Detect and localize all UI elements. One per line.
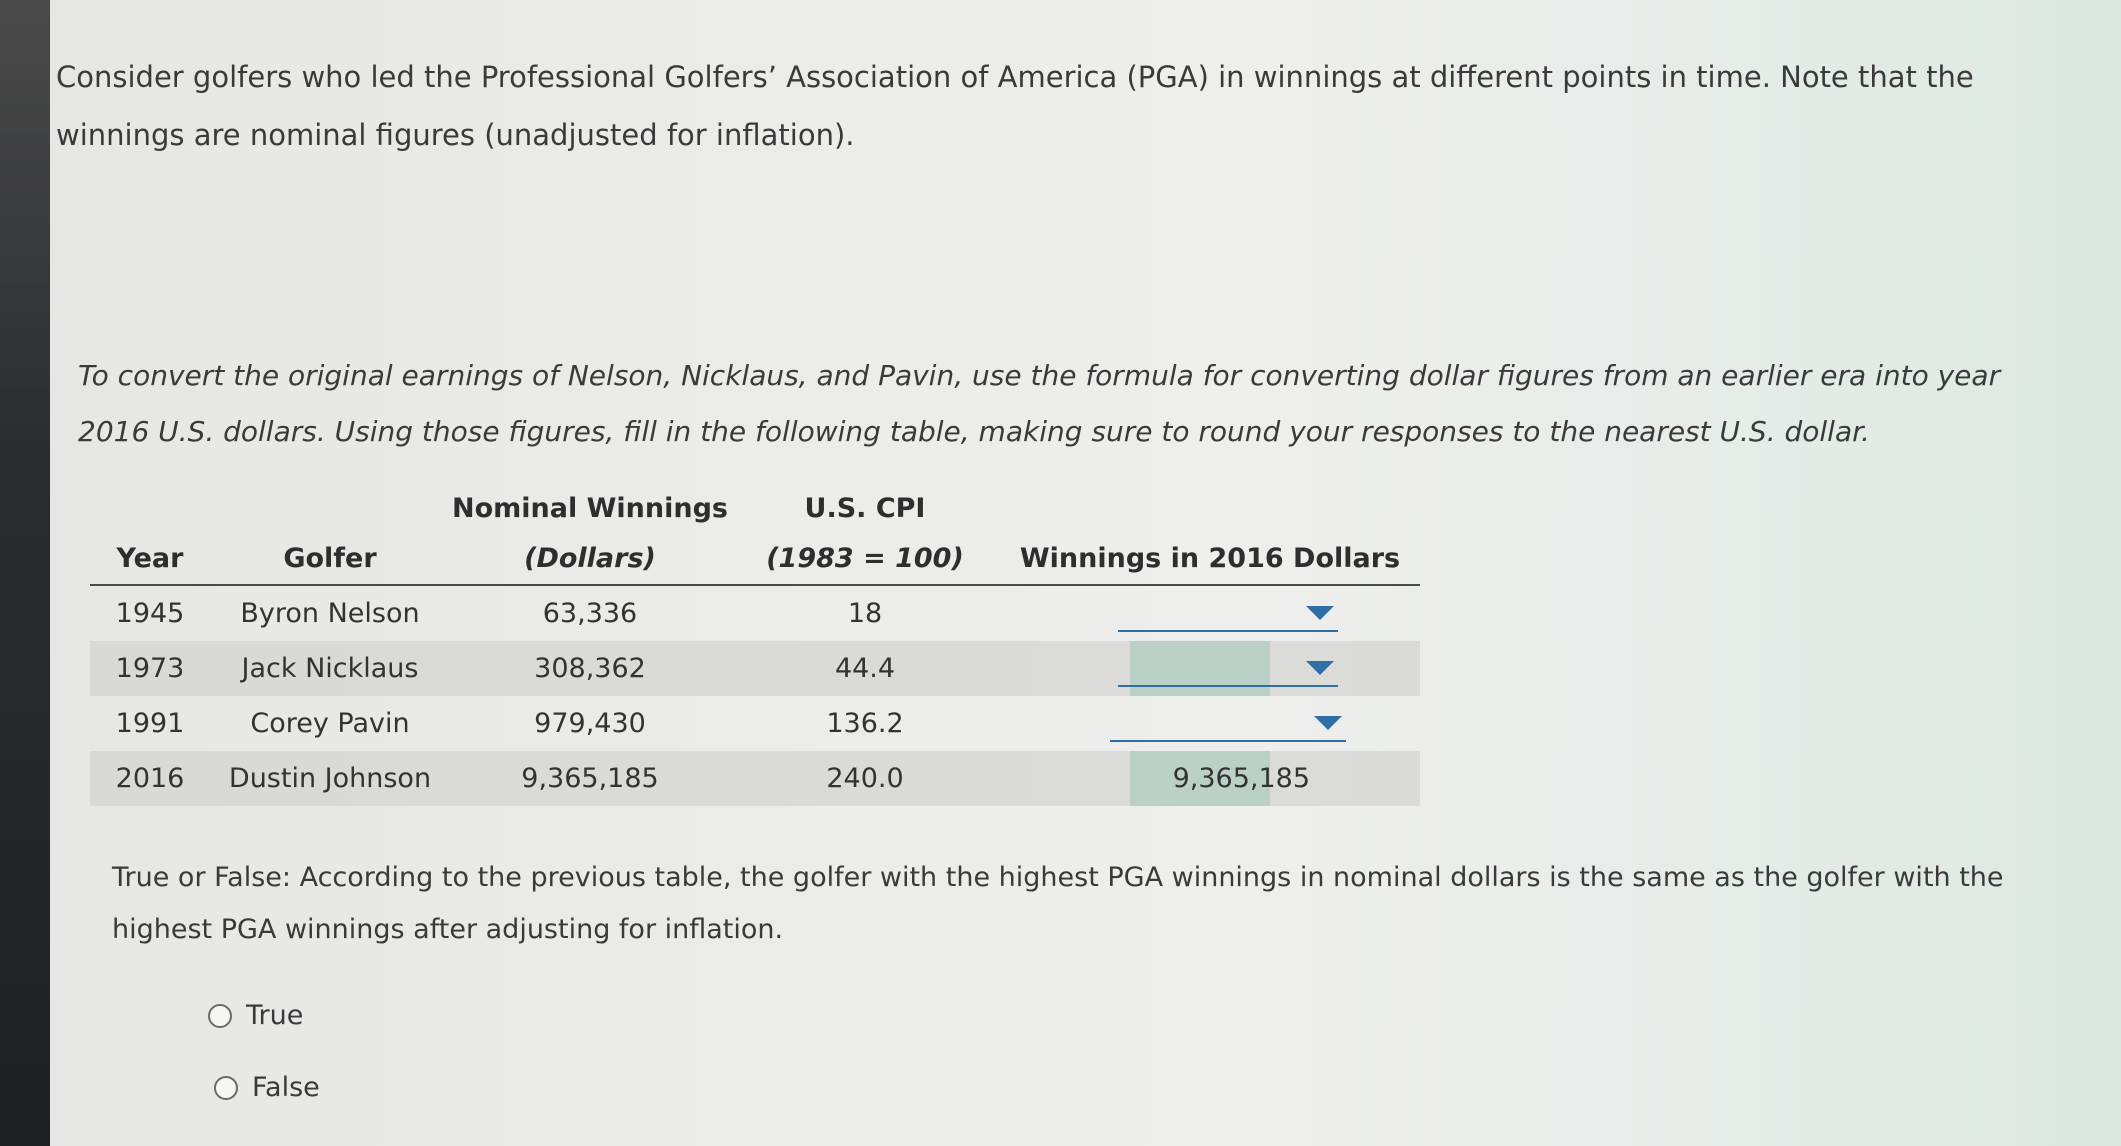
row-year: 1973 [115,653,185,684]
row-nominal: 979,430 [534,708,646,739]
chevron-down-icon [1306,661,1334,675]
row-year: 2016 [115,763,185,794]
row-golfer: Byron Nelson [240,598,420,629]
chevron-down-icon [1306,606,1334,620]
header-us-cpi: U.S. CPI [804,492,926,524]
row-cpi: 44.4 [834,653,896,684]
row-year: 1945 [115,598,185,629]
option-true-label: True [246,1000,304,1031]
row-cpi: 136.2 [826,708,904,739]
golfer-winnings-table [90,484,1420,806]
row-golfer: Dustin Johnson [228,763,432,794]
option-false[interactable] [214,1072,320,1103]
option-true[interactable] [208,1000,303,1031]
header-winnings-2016: Winnings in 2016 Dollars [1019,542,1401,574]
true-false-question: True or False: According to the previous table, the golfer with the highest PGA winnings in nominal dollars is the same as the golfer with the highest PGA winnings after adjusting for inflation. [112,862,2004,945]
radio-false[interactable] [214,1076,238,1100]
row-golfer: Corey Pavin [250,708,410,739]
winnings-2016-cell [1000,696,1420,751]
table-header-row-2 [90,532,1420,586]
table-header-row-1 [90,484,1420,532]
radio-true[interactable] [208,1004,232,1028]
row-nominal: 308,362 [534,653,646,684]
nicklaus-winnings-dropdown[interactable] [1118,655,1338,687]
winnings-2016-cell [1000,641,1420,696]
intro-paragraph: Consider golfers who led the Professional Golfers’ Association of America (PGA) in winnings at different points in time. Note that the winnings are nominal figures (unadjusted for inflation). [56,60,1974,152]
row-nominal: 63,336 [542,598,638,629]
header-dollars: (Dollars) [524,542,656,574]
screen-bezel [0,0,50,1146]
question-page [50,0,2121,1146]
winnings-2016-cell [1000,586,1420,641]
header-cpi-base: (1983 = 100) [766,542,964,574]
row-year: 1991 [115,708,185,739]
table-row-nicklaus [90,641,1420,696]
nelson-winnings-dropdown[interactable] [1118,600,1338,632]
table-row-johnson [90,751,1420,806]
table-row-nelson [90,586,1420,641]
header-year: Year [116,542,184,574]
row-nominal: 9,365,185 [521,763,659,794]
row-cpi: 240.0 [826,763,904,794]
header-nominal-winnings: Nominal Winnings [452,492,728,524]
row-cpi: 18 [847,598,883,629]
header-golfer: Golfer [283,542,377,574]
johnson-winnings-2016: 9,365,185 [1172,763,1310,794]
instructions-paragraph: To convert the original earnings of Nelson, Nicklaus, and Pavin, use the formula for converting dollar figures from an earlier era into year 2016 U.S. dollars. Using those figures, fill in the following table, making sure to round your responses to the nearest U.S. dollar. [78,359,2001,448]
table-row-pavin [90,696,1420,751]
row-golfer: Jack Nicklaus [241,653,419,684]
pavin-winnings-dropdown[interactable] [1110,710,1346,742]
option-false-label: False [252,1072,320,1103]
chevron-down-icon [1314,716,1342,730]
